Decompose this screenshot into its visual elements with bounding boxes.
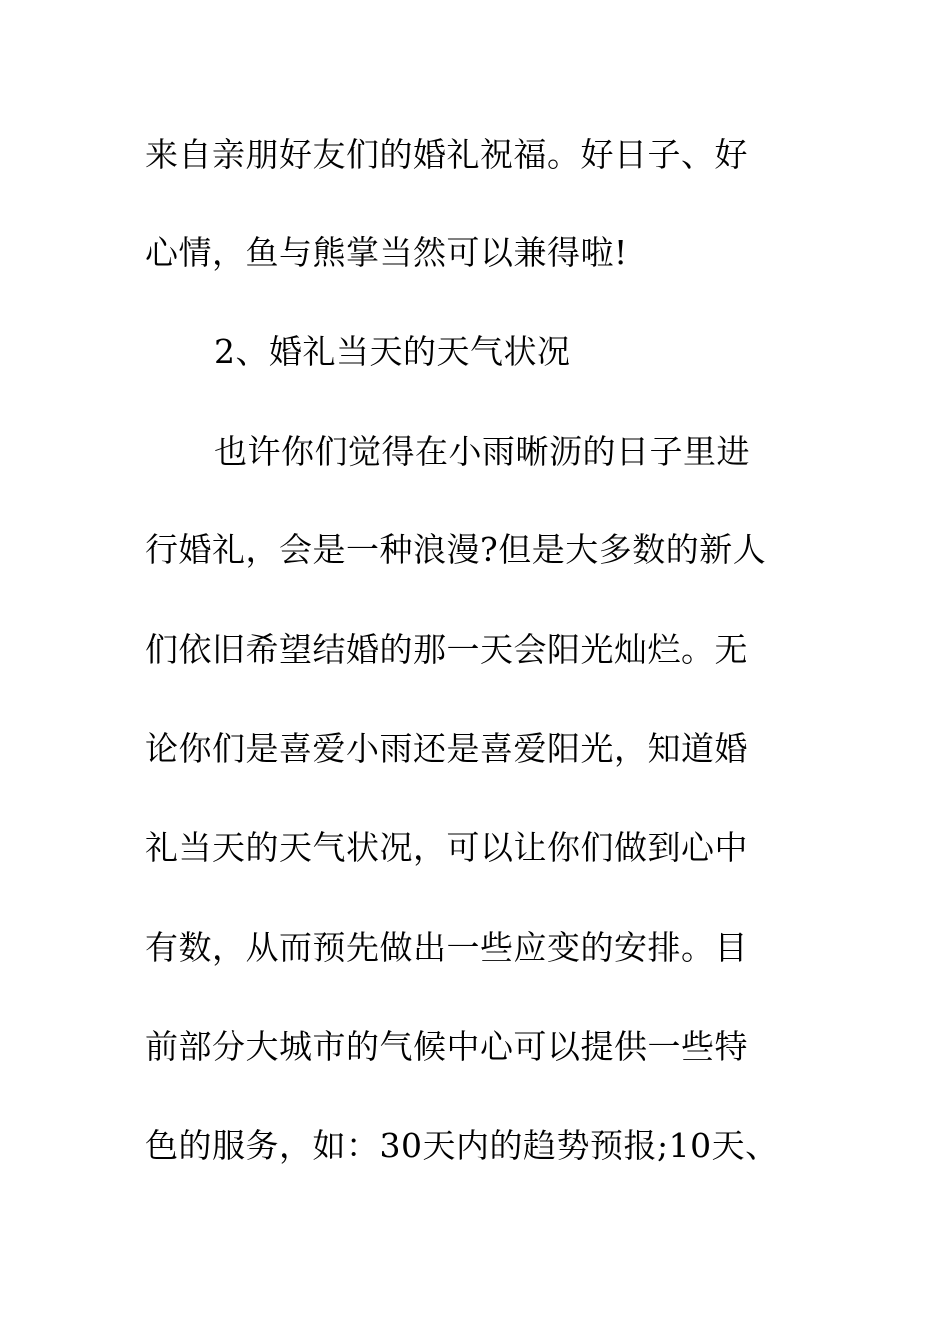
text-line: 心情，鱼与熊掌当然可以兼得啦! (145, 233, 628, 272)
text-line: 来自亲朋好友们的婚礼祝福。好日子、好 (145, 135, 748, 174)
text-line: 行婚礼，会是一种浪漫?但是大多数的新人 (145, 530, 767, 569)
text-line: 前部分大城市的气候中心可以提供一些特 (145, 1027, 748, 1066)
text-line: 色的服务，如：30天内的趋势预报;10天、 (145, 1126, 779, 1165)
text-line: 论你们是喜爱小雨还是喜爱阳光，知道婚 (145, 729, 748, 768)
section-heading: 2、婚礼当天的天气状况 (214, 332, 571, 371)
text-line: 们依旧希望结婚的那一天会阳光灿烂。无 (145, 630, 748, 669)
text-line: 礼当天的天气状况，可以让你们做到心中 (145, 828, 748, 867)
text-line: 也许你们觉得在小雨晰沥的日子里进 (214, 432, 750, 471)
text-line: 有数，从而预先做出一些应变的安排。目 (145, 928, 748, 967)
